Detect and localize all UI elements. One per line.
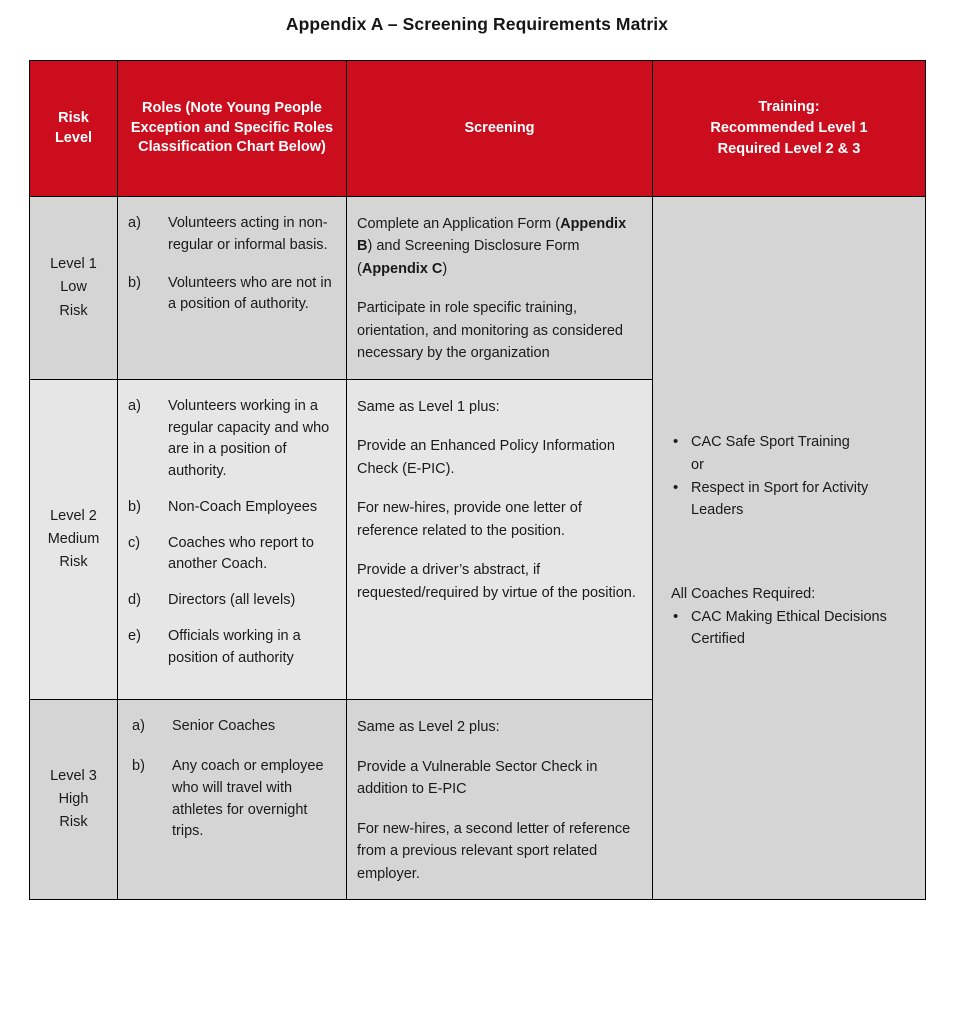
list-item	[126, 626, 336, 670]
column-header-roles: Roles (Note Young People Exception and Specific Roles Classification Chart Below)	[118, 61, 347, 197]
column-header-risk-level	[30, 61, 118, 197]
list-item	[126, 396, 336, 483]
training-cell	[653, 197, 926, 900]
risk-level-cell-3	[30, 700, 118, 900]
screening-paragraph: Same as Level 1 plus:	[357, 398, 500, 415]
screening-paragraph: Provide a Vulnerable Sector Check in addition to E-PIC	[357, 758, 598, 798]
screening-cell-3	[347, 700, 653, 900]
header-training-line-2: Recommended Level 1	[710, 119, 868, 136]
screening-paragraph: Participate in role specific training, orientation, and monitoring as considered necessary by the organization	[357, 300, 623, 362]
column-header-screening: Screening	[347, 61, 653, 197]
text-run: )	[442, 260, 448, 277]
risk-level-cell-2	[30, 379, 118, 700]
risk-line-1: Level 1	[50, 256, 97, 273]
text-run: ) and Screening Disclosure Form (	[357, 238, 580, 277]
header-risk-line-2: Level	[54, 129, 93, 146]
list-item-continuation	[671, 455, 913, 477]
screening-paragraph	[357, 213, 640, 280]
roles-cell-1	[118, 197, 347, 380]
list-text: Non-Coach Employees	[168, 498, 318, 515]
list-text: Coaches who report to another Coach.	[168, 534, 314, 573]
risk-level-cell-1	[30, 197, 118, 380]
risk-line-2: High	[58, 791, 89, 808]
screening-cell-1	[347, 197, 653, 380]
list-item	[126, 716, 336, 738]
list-text: Officials working in a position of authority	[168, 627, 301, 666]
list-item	[126, 213, 336, 257]
header-risk-line-1: Risk	[58, 109, 89, 126]
column-header-training	[653, 61, 926, 197]
list-text: Any coach or employee who will travel with athletes for overnight trips.	[172, 758, 324, 840]
list-item	[126, 497, 336, 519]
screening-cell-2	[347, 379, 653, 700]
screening-paragraph: Same as Level 2 plus:	[357, 719, 500, 736]
list-marker: b)	[128, 274, 141, 291]
table-row-level-1	[30, 197, 926, 380]
bullet-icon: •	[673, 608, 679, 626]
bullet-icon: •	[673, 478, 679, 496]
page-title: Appendix A – Screening Requirements Matrix	[285, 14, 669, 34]
risk-line-3: Risk	[59, 814, 88, 831]
risk-line-2: Medium	[47, 530, 100, 547]
screening-paragraph: For new-hires, a second letter of reference from a previous relevant sport related employer.	[357, 820, 631, 882]
list-item	[126, 590, 336, 612]
list-marker: a)	[128, 397, 141, 414]
bullet-icon: •	[673, 433, 679, 451]
screening-requirements-matrix	[29, 60, 926, 900]
risk-line-1: Level 3	[50, 767, 97, 784]
list-item	[126, 533, 336, 577]
roles-cell-3	[118, 700, 347, 900]
training-secondary-bullets	[671, 607, 913, 651]
risk-line-1: Level 2	[50, 507, 97, 524]
screening-paragraph: Provide an Enhanced Policy Information Check (E-PIC).	[357, 438, 615, 477]
list-marker: b)	[128, 498, 141, 515]
header-training-line-1: Training:	[758, 98, 820, 115]
list-item	[126, 273, 336, 317]
list-marker: e)	[128, 627, 141, 644]
roles-list	[126, 396, 336, 670]
list-text: CAC Making Ethical Decisions Certified	[691, 609, 887, 647]
list-text: Volunteers acting in non-regular or informal basis.	[168, 215, 328, 253]
header-training-line-3: Required Level 2 & 3	[717, 141, 861, 157]
training-primary-bullets	[671, 432, 913, 521]
list-item	[671, 478, 913, 522]
screening-paragraph: For new-hires, provide one letter of reference related to the position.	[357, 500, 582, 539]
text-run-bold: Appendix B	[357, 216, 627, 255]
list-text: Directors (all levels)	[168, 592, 296, 609]
list-marker: a)	[132, 718, 145, 735]
text-run-bold: Appendix C	[361, 260, 443, 277]
table-header-row	[30, 61, 926, 197]
list-marker: c)	[128, 534, 141, 551]
roles-list	[126, 213, 336, 316]
list-marker: b)	[132, 758, 145, 775]
list-item	[671, 607, 913, 651]
training-subheading: All Coaches Required:	[671, 586, 816, 603]
list-marker: d)	[128, 592, 141, 609]
risk-line-3: Risk	[59, 554, 88, 571]
text-run: Complete an Application Form (	[357, 216, 561, 232]
list-item	[126, 756, 336, 843]
list-text: or	[691, 457, 704, 474]
list-text: CAC Safe Sport Training	[691, 434, 850, 451]
list-text: Respect in Sport for Activity Leaders	[691, 479, 869, 518]
list-marker: a)	[128, 215, 141, 231]
list-item	[671, 432, 913, 454]
screening-paragraph: Provide a driver’s abstract, if requested/required by virtue of the position.	[357, 562, 636, 601]
roles-cell-2	[118, 379, 347, 700]
risk-line-3: Risk	[59, 302, 88, 319]
list-text: Volunteers who are not in a position of authority.	[168, 274, 332, 313]
roles-list	[126, 716, 336, 843]
list-text: Senior Coaches	[172, 718, 276, 735]
list-text: Volunteers working in a regular capacity and who are in a position of authority.	[168, 397, 330, 480]
risk-line-2: Low	[60, 279, 87, 296]
spacer	[671, 522, 913, 584]
